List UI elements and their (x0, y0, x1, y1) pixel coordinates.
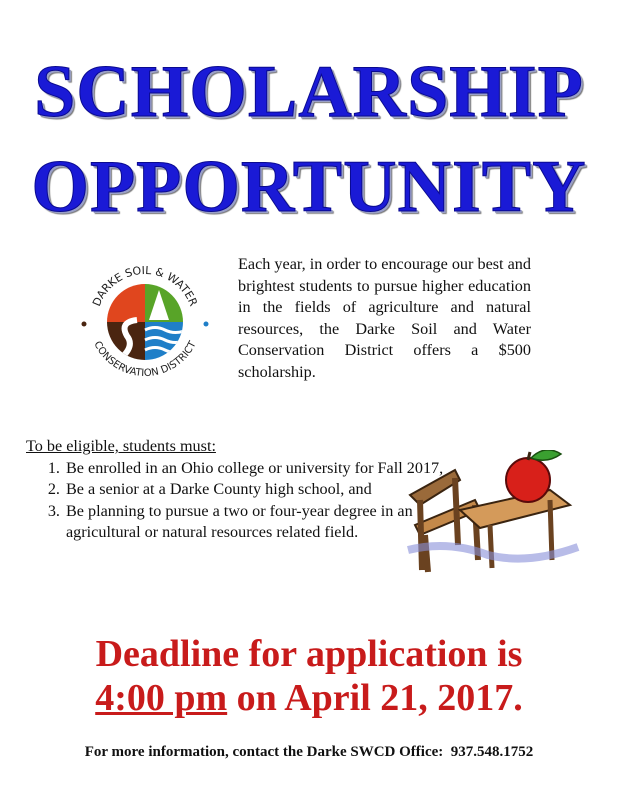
eligibility-section (26, 436, 449, 544)
list-item: 2. Be a senior at a Darke County high school, and (64, 479, 449, 501)
eligibility-list (26, 458, 449, 544)
deadline-line-1: Deadline for application is (95, 633, 523, 675)
deadline-date: on April 21, 2017. (227, 677, 523, 719)
svg-text:CONSERVATION DISTRICT: CONSERVATION DISTRICT (91, 339, 199, 380)
list-item: 1. Be enrolled in an Ohio college or university for Fall 2017, (64, 458, 449, 480)
darke-swcd-logo (75, 250, 215, 390)
contact-footer: For more information, contact the Darke SWCD Office: 937.548.1752 (84, 744, 534, 760)
list-item: 3. Be planning to pursue a two or four-year degree in an agricultural or natural resources related field. (64, 501, 449, 544)
title-line-1: SCHOLARSHIP (34, 51, 584, 133)
title-line-2: OPPORTUNITY (31, 146, 587, 228)
eligibility-heading: To be eligible, students must: (26, 437, 216, 455)
deadline-time: 4:00 pm (95, 677, 228, 719)
svg-text:DARKE SOIL & WATER: DARKE SOIL & WATER (90, 263, 200, 309)
desk-and-apple-clipart (400, 450, 580, 575)
intro-paragraph: Each year, in order to encourage our best and brightest students to pursue higher education in the fields of agriculture and natural resources, the Darke Soil and Water Conservation District offers a $500 scholarship. (238, 255, 531, 381)
deadline-line-2 (0, 676, 618, 720)
